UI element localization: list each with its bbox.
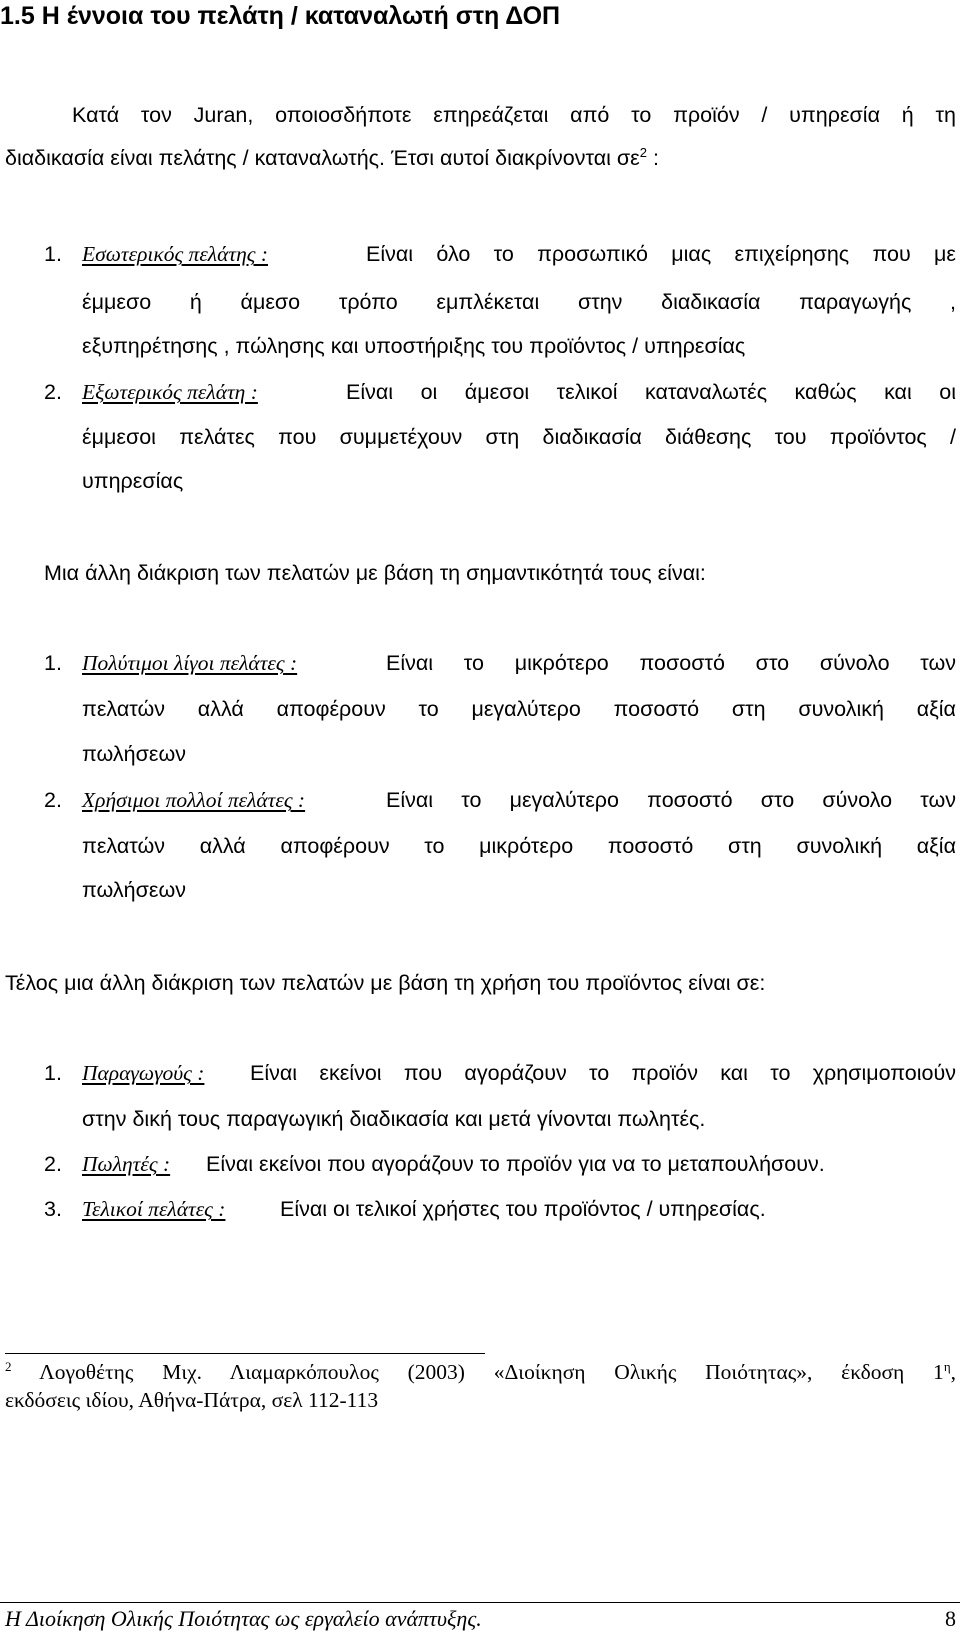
list2-item2-term: Χρήσιμοι πολλοί πελάτες : [82, 788, 306, 812]
list3-item2-number: 2. [44, 1152, 62, 1176]
list3-item3-number: 3. [44, 1197, 62, 1221]
para-importance: Μια άλλη διάκριση των πελατών με βάση τη σημαντικότητά τους είναι: [44, 561, 706, 585]
intro-line-2-text: διαδικασία είναι πελάτης / καταναλωτής. Έτσι αυτοί διακρίνονται σε [5, 146, 640, 170]
list2-item1-text-2: πελατών αλλά αποφέρουν το μεγαλύτερο ποσοστό στη συνολική αξία [82, 697, 956, 721]
para-usage: Τέλος μια άλλη διάκριση των πελατών με βάση τη χρήση του προϊόντος είναι σε: [5, 971, 766, 995]
list2-item1-number: 1. [44, 651, 62, 675]
footnote-line-2: εκδόσεις ιδίου, Αθήνα-Πάτρα, σελ 112-113 [5, 1388, 379, 1412]
intro-line-1: Κατά τον Juran, οποιοσδήποτε επηρεάζεται από το προϊόν / υπηρεσία ή τη [72, 103, 956, 127]
page-number: 8 [945, 1606, 956, 1631]
list1-item2-number: 2. [44, 380, 62, 404]
list2-item1-text-3: πωλήσεων [82, 742, 187, 766]
list1-item2-text-3: υπηρεσίας [82, 469, 184, 493]
list2-item2-text-1: Είναι το μεγαλύτερο ποσοστό στο σύνολο των [386, 788, 956, 812]
list1-item1-text-2: έμμεσο ή άμεσο τρόπο εμπλέκεται στην διαδικασία παραγωγής , [82, 290, 956, 314]
list1-item1-text-3: εξυπηρέτησης , πώλησης και υποστήριξης του προϊόντος / υπηρεσίας [82, 334, 746, 358]
list3-item2-text-1: Είναι εκείνοι που αγοράζουν το προϊόν για να το μεταπουλήσουν. [206, 1152, 825, 1176]
footnote-mark: 2 [5, 1358, 12, 1374]
footnote-edition-sup: η [943, 1358, 951, 1374]
list3-item3-text-1: Είναι οι τελικοί χρήστες του προϊόντος / υπηρεσίας. [280, 1197, 766, 1221]
section-heading: 1.5 Η έννοια του πελάτη / καταναλωτή στη ΔΟΠ [0, 2, 561, 30]
list1-item2-text-1: Είναι οι άμεσοι τελικοί καταναλωτές καθώς και οι [346, 380, 956, 404]
list2-item2-text-3: πωλήσεων [82, 878, 187, 902]
footnote-ref: 2 [639, 144, 647, 160]
list2-item2-number: 2. [44, 788, 62, 812]
footnote-separator [5, 1353, 485, 1354]
intro-line-2 [5, 146, 659, 171]
intro-line-2-tail: : [646, 146, 659, 170]
footnote-line-1 [5, 1360, 956, 1385]
list3-item1-text-1: Είναι εκείνοι που αγοράζουν το προϊόν και το χρησιμοποιούν [250, 1061, 956, 1085]
list1-item1-number: 1. [44, 242, 62, 266]
footer-separator [0, 1602, 960, 1603]
list2-item1-term: Πολύτιμοι λίγοι πελάτες : [82, 651, 298, 675]
list3-item1-term: Παραγωγούς : [82, 1061, 205, 1085]
list3-item3-term: Τελικοί πελάτες : [82, 1197, 226, 1221]
list1-item2-term: Εξωτερικός πελάτη : [82, 380, 258, 404]
list1-item1-text-1: Είναι όλο το προσωπικό μιας επιχείρησης που με [366, 242, 956, 266]
footer-title: Η Διοίκηση Ολικής Ποιότητας ως εργαλείο ανάπτυξης. [5, 1606, 482, 1631]
list3-item1-number: 1. [44, 1061, 62, 1085]
footnote-line-1-tail: , [950, 1360, 956, 1384]
list2-item1-text-1: Είναι το μικρότερο ποσοστό στο σύνολο των [386, 651, 956, 675]
list3-item1-text-2: στην δική τους παραγωγική διαδικασία και μετά γίνονται πωλητές. [82, 1107, 706, 1131]
list1-item2-text-2: έμμεσοι πελάτες που συμμετέχουν στη διαδικασία διάθεσης του προϊόντος / [82, 425, 956, 449]
footnote-line-1-text: Λογοθέτης Μιχ. Λιαμαρκόπουλος (2003) «Διοίκηση Ολικής Ποιότητας», έκδοση 1 [39, 1360, 944, 1384]
list1-item1-term: Εσωτερικός πελάτης : [82, 242, 269, 266]
list2-item2-text-2: πελατών αλλά αποφέρουν το μικρότερο ποσοστό στη συνολική αξία [82, 834, 956, 858]
list3-item2-term: Πωλητές : [82, 1152, 171, 1176]
